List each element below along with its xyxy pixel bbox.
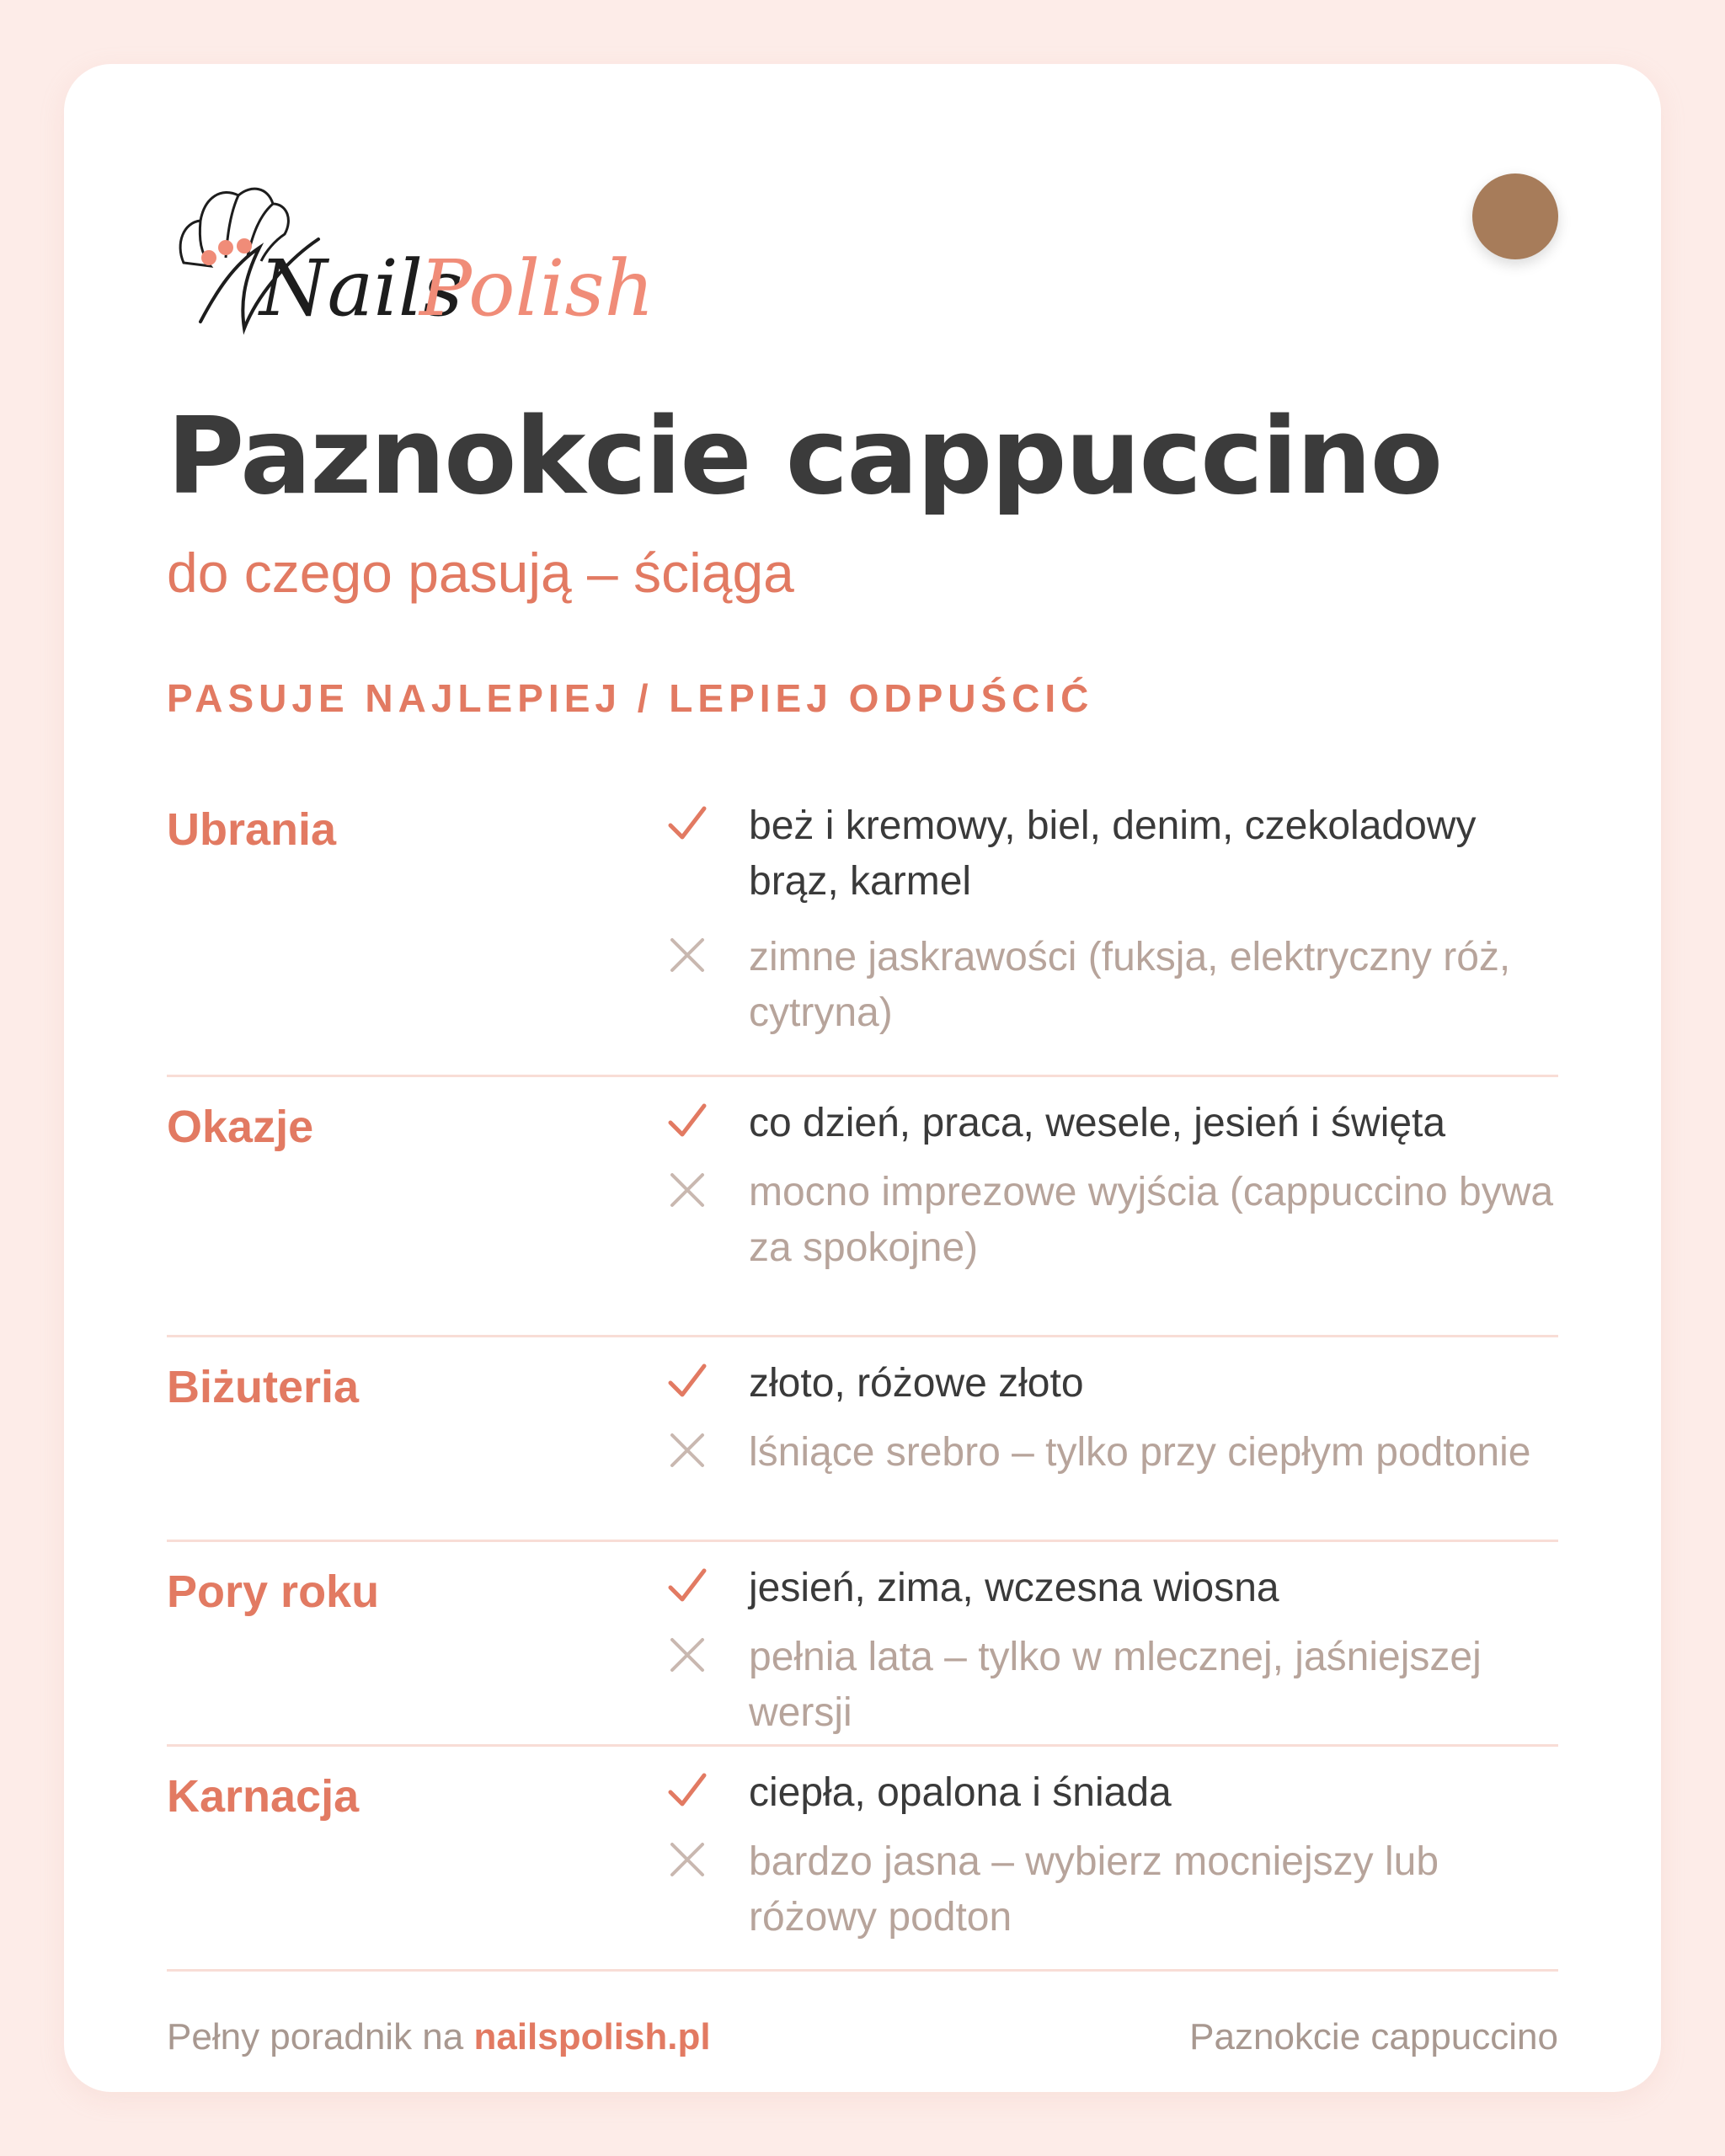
fits-best-item (665, 1561, 1558, 1616)
nailspolish-logo (167, 163, 689, 349)
row-label: Okazje (167, 1102, 314, 1152)
fits-best-text: jesień, zima, wczesna wiosna (749, 1566, 1279, 1610)
better-skip-item (665, 1630, 1558, 1741)
cross-icon (665, 933, 709, 977)
row-label: Pory roku (167, 1566, 380, 1617)
row-label: Ubrania (167, 804, 337, 855)
check-icon (665, 1359, 709, 1403)
check-icon (665, 802, 709, 846)
better-skip-item (665, 1834, 1558, 1945)
better-skip-item (665, 1425, 1558, 1481)
fits-best-text: ciepła, opalona i śniada (749, 1770, 1172, 1815)
better-skip-text: zimne jaskrawości (fuksja, elektryczny róż, cytryna) (749, 935, 1511, 1035)
fits-best-item (665, 1096, 1558, 1151)
cross-icon (665, 1838, 709, 1881)
table-row (167, 1077, 1558, 1337)
better-skip-text: pełnia lata – tylko w mlecznej, jaśniejszej wersji (749, 1635, 1482, 1735)
table-row (167, 1747, 1558, 2053)
color-swatch-icon (1472, 173, 1558, 259)
footer-title: Paznokcie cappuccino (1189, 2016, 1558, 2057)
cross-icon (665, 1428, 709, 1472)
fits-best-text: beż i kremowy, biel, denim, czekoladowy brąz, karmel (749, 803, 1477, 904)
table-row (167, 778, 1558, 1077)
logo-word-nails: Nails (259, 243, 463, 334)
guide-table (167, 778, 1558, 2053)
check-icon (665, 1099, 709, 1143)
page-subtitle: do czego pasują – ściąga (167, 542, 794, 604)
fits-best-item (665, 1765, 1558, 1821)
footer-credit (167, 2016, 711, 2058)
fits-best-text: co dzień, praca, wesele, jesień i święta (749, 1101, 1446, 1145)
better-skip-text: lśniące srebro – tylko przy ciepłym podtonie (749, 1430, 1531, 1475)
better-skip-text: mocno imprezowe wyjścia (cappuccino bywa za spokojne) (749, 1170, 1554, 1270)
table-row (167, 1337, 1558, 1542)
check-icon (665, 1769, 709, 1812)
fits-best-item (665, 798, 1558, 910)
logo-word-polish: Polish (419, 243, 654, 334)
footer-prefix: Pełny poradnik na (167, 2016, 464, 2057)
better-skip-item (665, 930, 1558, 1041)
cheat-sheet-card (64, 64, 1661, 2092)
better-skip-item (665, 1165, 1558, 1276)
better-skip-text: bardzo jasna – wybierz mocniejszy lub różowy podton (749, 1839, 1439, 1940)
row-label: Karnacja (167, 1771, 360, 1822)
fits-best-item (665, 1356, 1558, 1412)
row-label: Biżuteria (167, 1362, 360, 1412)
section-label: PASUJE NAJLEPIEJ / LEPIEJ ODPUŚCIĆ (167, 676, 1094, 720)
page-title: Paznokcie cappuccino (167, 394, 1442, 518)
footer-link[interactable]: nailspolish.pl (473, 2016, 711, 2057)
footer-divider (167, 1969, 1558, 1972)
check-icon (665, 1564, 709, 1608)
table-row (167, 1542, 1558, 1747)
cross-icon (665, 1168, 709, 1212)
fits-best-text: złoto, różowe złoto (749, 1361, 1084, 1406)
cross-icon (665, 1633, 709, 1677)
